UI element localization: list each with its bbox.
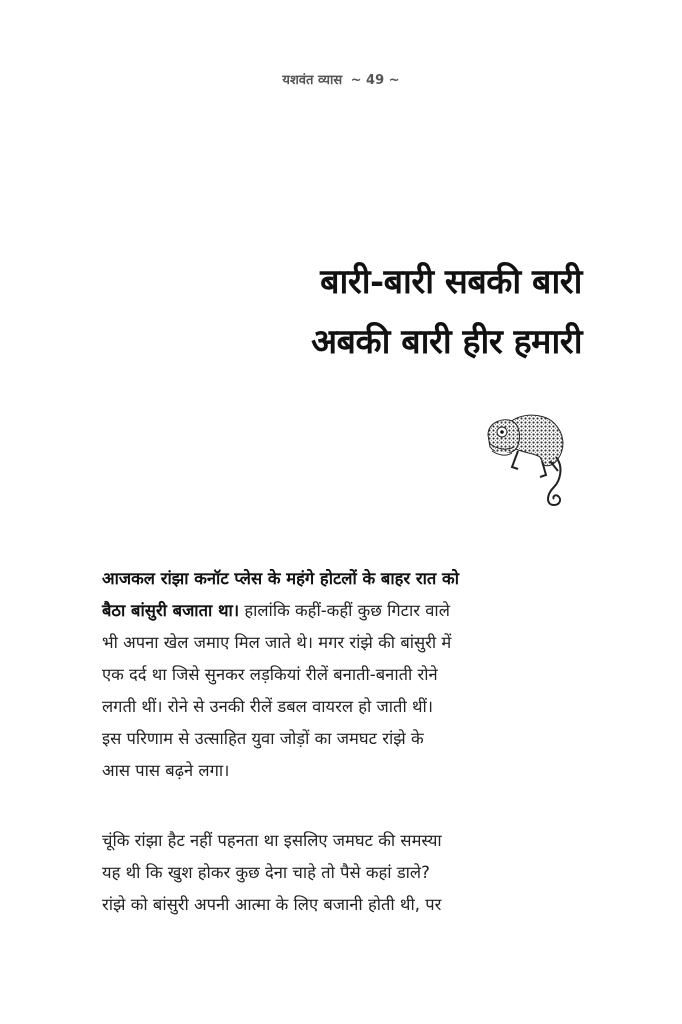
paragraph-2-line: चूंकि रांझा हैट नहीं पहनता था इसलिए जमघट की समस्या — [102, 831, 442, 850]
author-name: यशवंत व्यास — [282, 73, 343, 88]
paragraph-1 — [102, 563, 580, 787]
chapter-title — [311, 252, 582, 372]
chapter-title-line-1: बारी-बारी सबकी बारी — [320, 262, 582, 302]
paragraph-1-line: एक दर्द था जिसे सुनकर लड़कियां रीलें बनाती-बनाती रोने — [102, 665, 438, 684]
paragraph-1-line: लगती थीं। रोने से उनकी रीलें डबल वायरल हो जाती थीं। — [102, 697, 434, 716]
running-head — [0, 70, 682, 88]
paragraph-1-bold-fragment: बैठा बांसुरी बजाता था। — [102, 601, 240, 620]
page-number: ~ 49 ~ — [350, 73, 400, 88]
paragraph-2 — [102, 825, 580, 921]
paragraph-1-line: भी अपना खेल जमाए मिल जाते थे। मगर रांझे की बांसुरी में — [102, 633, 452, 652]
paragraph-2-line: रांझे को बांसुरी अपनी आत्मा के लिए बजानी होती थी, पर — [102, 895, 442, 914]
paragraph-2-line: यह थी कि खुश होकर कुछ देना चाहे तो पैसे कहां डाले? — [102, 863, 430, 882]
chapter-title-line-2: अबकी बारी हीर हमारी — [311, 322, 582, 362]
paragraph-1-line: आस पास बढ़ने लगा। — [102, 761, 230, 780]
paragraph-1-line: आजकल रांझा कनॉट प्लेस के महंगे होटलों के बाहर रात को — [102, 569, 459, 588]
paragraph-1-fragment: हालांकि कहीं-कहीं कुछ गिटार वाले — [239, 601, 450, 620]
paragraph-1-line: इस परिणाम से उत्साहित युवा जोड़ों का जमघट रांझे के — [102, 729, 424, 748]
chameleon-illustration — [484, 405, 576, 510]
paragraph-1-line — [102, 595, 580, 627]
